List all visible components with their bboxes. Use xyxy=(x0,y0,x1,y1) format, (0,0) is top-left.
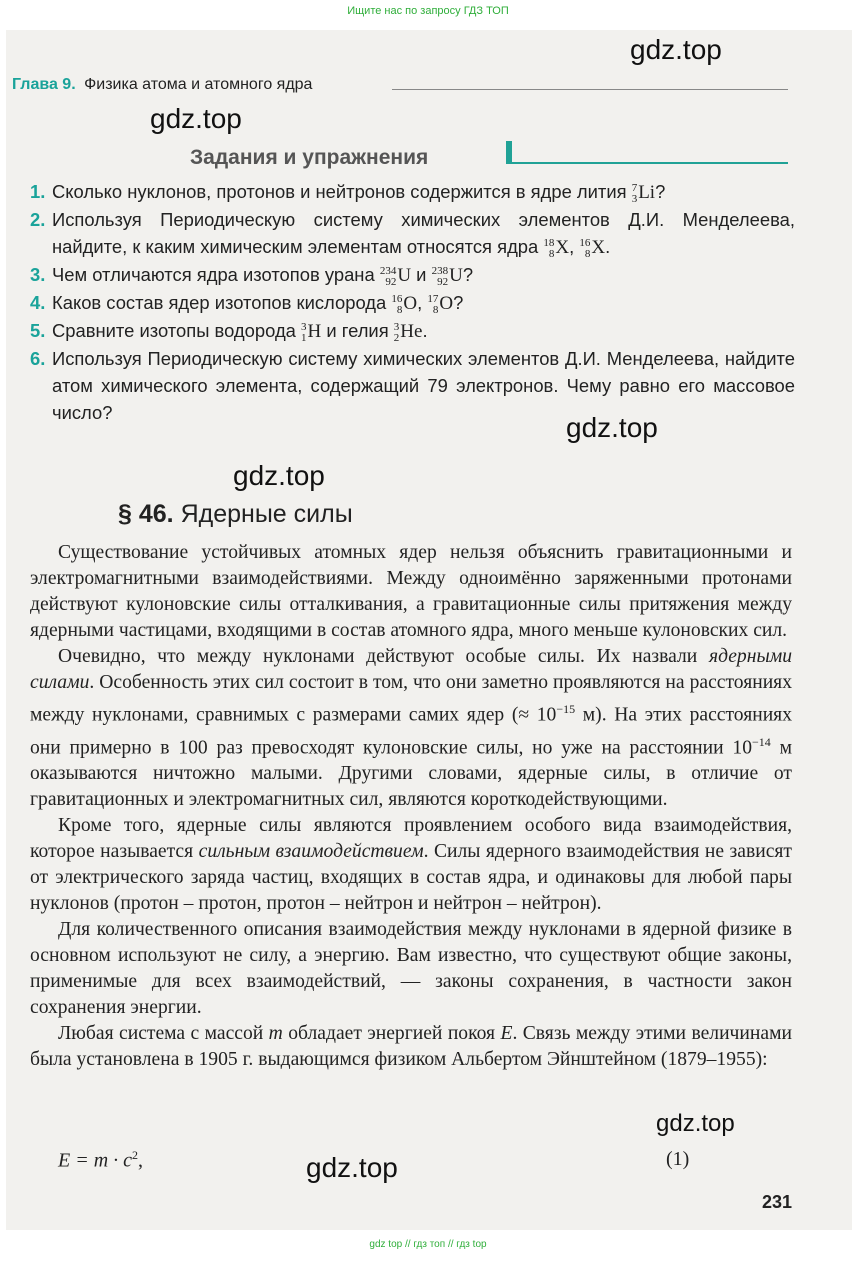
task-item: 1. Сколько нуклонов, протонов и нейтронов содержится в ядре лития 7 3 Li? xyxy=(30,178,795,206)
task-number: 4. xyxy=(30,292,46,313)
body-paragraph: Любая система с массой m обладает энергией покоя E. Связь между этими величинами была установлена в 1905 г. выдающимся физиком Альбертом Эйнштейном (1879–1955): xyxy=(30,1023,792,1071)
task-item: 3. Чем отличаются ядра изотопов урана 234 92 U и 238 92 U? xyxy=(30,261,795,289)
watermark: gdz.top xyxy=(233,460,325,491)
task-text: Используя Периодическую систему химических элементов Д.И. Менделеева, найдите атом химического элемента, содержащий 79 электронов. Чему равно его массовое число? xyxy=(52,348,795,423)
top-banner: Ищите нас по запросу ГДЗ ТОП xyxy=(347,5,509,17)
chapter-title: Физика атома и атомного ядра xyxy=(84,76,313,93)
section-accent-bar xyxy=(506,141,512,164)
task-item xyxy=(30,345,795,426)
watermark: gdz.top xyxy=(566,412,658,443)
task-text: Сколько нуклонов, протонов и нейтронов содержится в ядре лития xyxy=(52,181,627,202)
nuclide-o16: 16 8 O xyxy=(391,292,418,316)
nuclide-x16: 16 8 X xyxy=(579,236,606,260)
nuclide-he3: 3 2 He xyxy=(393,320,423,344)
formula-number: (1) xyxy=(666,1148,690,1170)
paragraph-heading xyxy=(118,500,353,529)
task-text: Используя Периодическую систему химических элементов Д.И. Менделеева, найдите, к каким химическим элементам относятся ядра xyxy=(52,209,795,257)
watermark: gdz.top xyxy=(630,34,722,65)
paragraph-number: § 46. xyxy=(118,500,174,528)
nuclide-u234: 234 92 U xyxy=(379,264,412,288)
watermark: gdz.top xyxy=(656,1110,735,1137)
task-item: 5. Сравните изотопы водорода 3 1 H и гелия 3 2 He. xyxy=(30,317,795,345)
formula: $E = m \cdot c^2$, xyxy=(58,1148,144,1172)
task-text: Чем отличаются ядра изотопов урана xyxy=(52,264,375,285)
body-text xyxy=(30,540,792,1073)
body-paragraph: Очевидно, что между нуклонами действуют особые силы. Их назвали ядерными силами. Особенность этих сил состоит в том, что они заметно проявляются на расстояниях между нуклонами, сравнимых с размерами самих ядер (≈ $10^{-15}$ м). На этих расстояниях они примерно в 100 раз превосходят кулоновские силы, но уже на расстоянии $10^{-14}$ м оказываются ничтожно малыми. Другими словами, ядерные силы, в отличие от гравитационных и электромагнитных сил, являются короткодействующими. xyxy=(30,646,793,811)
task-number: 5. xyxy=(30,320,46,341)
nuclide-x18: 18 8 X xyxy=(543,236,570,260)
watermark: gdz.top xyxy=(306,1152,398,1183)
chapter-number: Глава 9. xyxy=(12,76,76,93)
nuclide-o17: 17 8 O xyxy=(427,292,454,316)
chapter-rule xyxy=(392,89,788,90)
watermark: gdz.top xyxy=(150,103,242,134)
task-item: 4. Каков состав ядер изотопов кислорода 16 8 O, 17 8 O? xyxy=(30,289,795,317)
body-paragraph: Кроме того, ядерные силы являются проявлением особого вида взаимодействия, которое называется сильным взаимодействием. Силы ядерного взаимодействия не зависят от электрического заряда частиц, входящих в состав ядра, и одинаковы для любой пары нуклонов (протон – протон, протон – нейтрон и нейтрон – нейтрон). xyxy=(30,815,792,915)
task-number: 1. xyxy=(30,181,46,202)
page-number: 231 xyxy=(762,1192,793,1212)
section-title: Задания и упражнения xyxy=(190,146,429,169)
nuclide-u238: 238 92 U xyxy=(431,264,463,288)
task-number: 6. xyxy=(30,348,46,369)
nuclide-li: 7 3 Li xyxy=(631,181,656,205)
body-paragraph: Существование устойчивых атомных ядер нельзя объяснить гравитационными и электромагнитными взаимодействиями. Между одноимённо заряженными протонами действуют кулоновские силы отталкивания, а гравитационные силы притяжения между ядерными частицами, входящими в состав атомного ядра, много меньше кулоновских сил. xyxy=(30,542,792,641)
nuclide-h3: 3 1 H xyxy=(301,320,322,344)
task-number: 2. xyxy=(30,209,46,230)
section-rule xyxy=(512,162,788,164)
task-text: Каков состав ядер изотопов кислорода xyxy=(52,292,387,313)
chapter-header xyxy=(12,76,312,94)
task-list xyxy=(30,178,795,426)
task-item: 2. Используя Периодическую систему химических элементов Д.И. Менделеева, найдите, к каким химическим элементам относятся ядра 18 8 X, 16 8 X. xyxy=(30,206,795,261)
body-paragraph: Для количественного описания взаимодействия между нуклонами в ядерной физике в основном используют не силу, а энергию. Вам известно, что существуют общие законы, применимые для всех взаимодействий, — законы сохранения, в частности закон сохранения энергии. xyxy=(30,919,792,1019)
bottom-banner: gdz top // гдз топ // гдз top xyxy=(369,1239,487,1250)
task-number: 3. xyxy=(30,264,46,285)
paragraph-title: Ядерные силы xyxy=(180,500,353,528)
task-text: Сравните изотопы водорода xyxy=(52,320,296,341)
